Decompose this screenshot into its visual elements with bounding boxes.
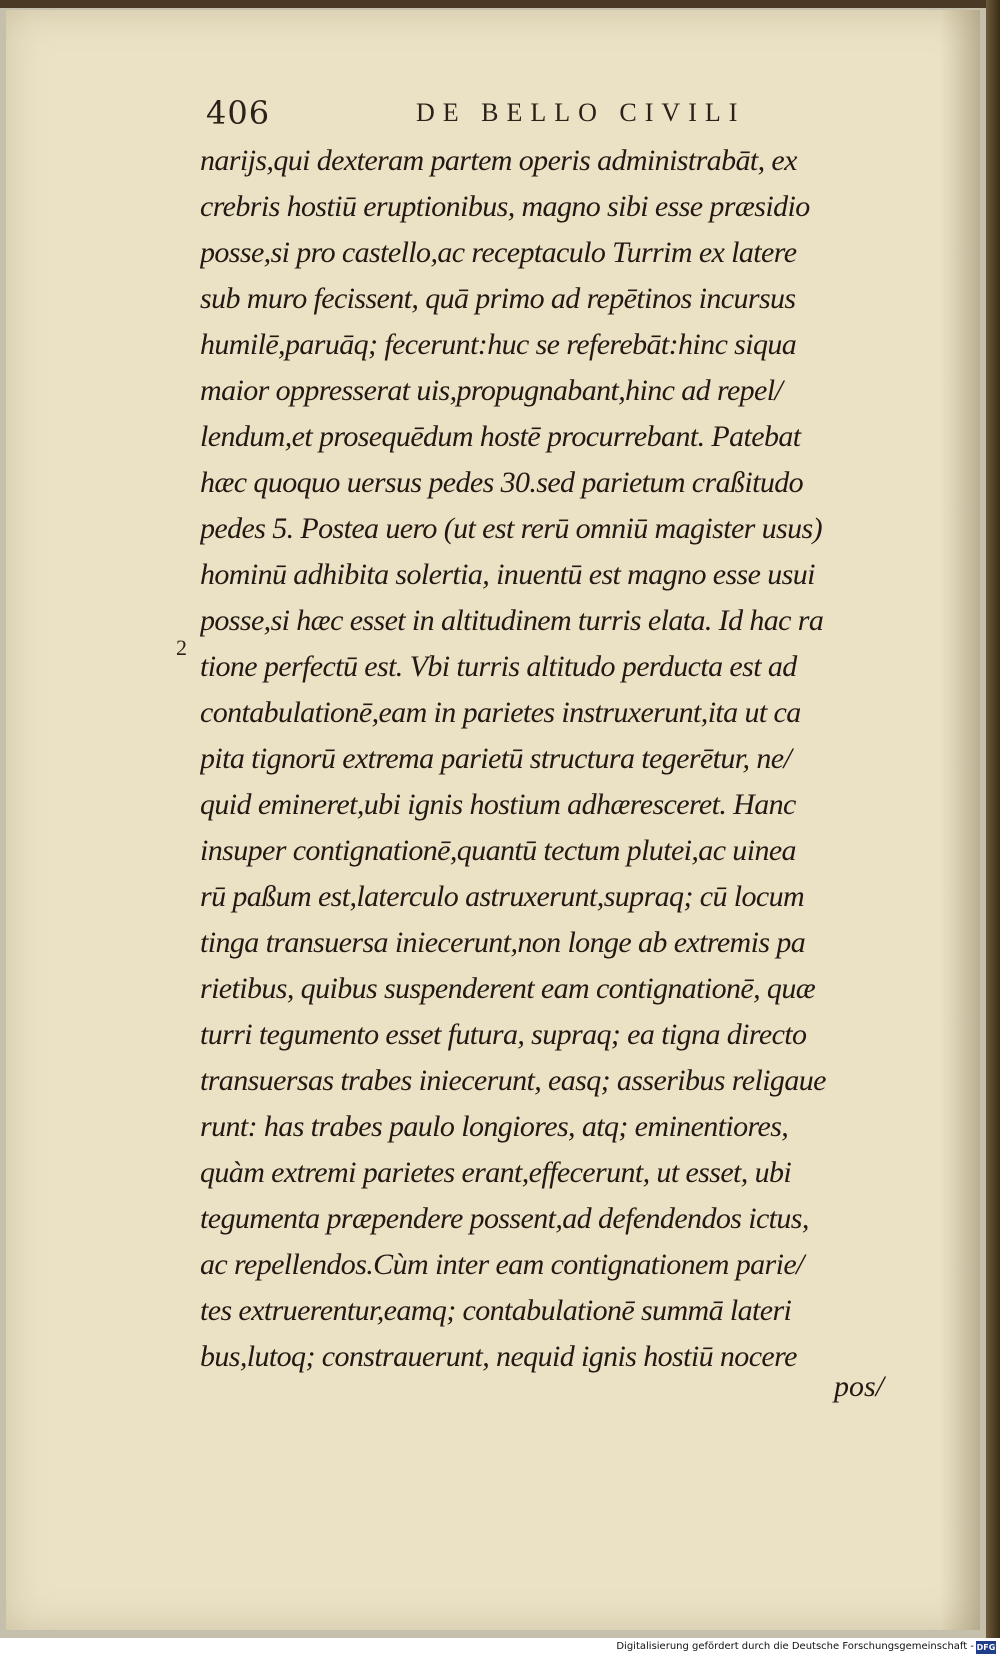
running-title: DE BELLO CIVILI [416,98,746,127]
text-line: pita tignorū extrema parietū structura tegerētur, ne/ [200,742,792,775]
catchword: pos/ [834,1370,885,1403]
text-line: narijs,qui dexteram partem operis administrabāt, ex [200,144,797,177]
text-line: posse,si pro castello,ac receptaculo Turrim ex latere [200,236,797,269]
text-line: lendum,et prosequēdum hostē procurrebant. Patebat [200,420,801,453]
funding-credit: Digitalisierung gefördert durch die Deutsche Forschungsgemeinschaft - [616,1641,974,1652]
text-line: tione perfectū est. Vbi turris altitudo perducta est ad [200,650,797,683]
text-line: tinga transuersa iniecerunt,non longe ab extremis pa [200,926,806,959]
text-line: turri tegumento esset futura, supraq; ea tigna directo [200,1018,807,1051]
text-line: maior oppresserat uis,propugnabant,hinc ad repel/ [200,374,783,407]
text-line: insuper contignationē,quantū tectum plutei,ac uinea [200,834,796,867]
text-line: contabulationē,eam in parietes instruxerunt,ita ut ca [200,696,801,729]
text-line: runt: has trabes paulo longiores, atq; eminentiores, [200,1110,789,1143]
text-line: crebris hostiū eruptionibus, magno sibi esse præsidio [200,190,810,223]
text-line: humilē,paruāq; fecerunt:huc se referebāt:hinc siqua [200,328,797,361]
text-line: tes extruerentur,eamq; contabulationē summā lateri [200,1294,792,1327]
book-page [6,10,980,1630]
text-line: sub muro fecissent, quā primo ad repētinos incursus [200,282,796,315]
text-line: rū paßum est,laterculo astruxerunt,supraq; cū locum [200,880,805,913]
text-line: quàm extremi parietes erant,effecerunt, ut esset, ubi [200,1156,792,1189]
text-line: tegumenta præpendere possent,ad defendendos ictus, [200,1202,809,1235]
dfg-logo-icon: DFG [976,1643,996,1652]
body-text [200,138,910,1380]
book-edge-top [0,0,1000,8]
running-head [206,94,806,134]
text-line: hæc quoquo uersus pedes 30.sed parietum craßitudo [200,466,804,499]
footer-bar [0,1638,1000,1658]
book-edge-right [986,0,1000,1638]
text-line: transuersas trabes iniecerunt, easq; asseribus religaue [200,1064,826,1097]
text-line: ac repellendos.Cùm inter eam contignationem parie/ [200,1248,804,1281]
text-line: bus,lutoq; constrauerunt, nequid ignis hostiū nocere [200,1340,797,1373]
text-line: hominū adhibita solertia, inuentū est magno esse usui [200,558,815,591]
text-line: pedes 5. Postea uero (ut est rerū omniū magister usus) [200,512,822,545]
text-line: quid emineret,ubi ignis hostium adhæresceret. Hanc [200,788,796,821]
page-number: 406 [206,94,271,132]
margin-note: 2 [176,635,187,660]
text-line: posse,si hæc esset in altitudinem turris elata. Id hac ra [200,604,824,637]
text-line: rietibus, quibus suspenderent eam contignationē, quæ [200,972,816,1005]
